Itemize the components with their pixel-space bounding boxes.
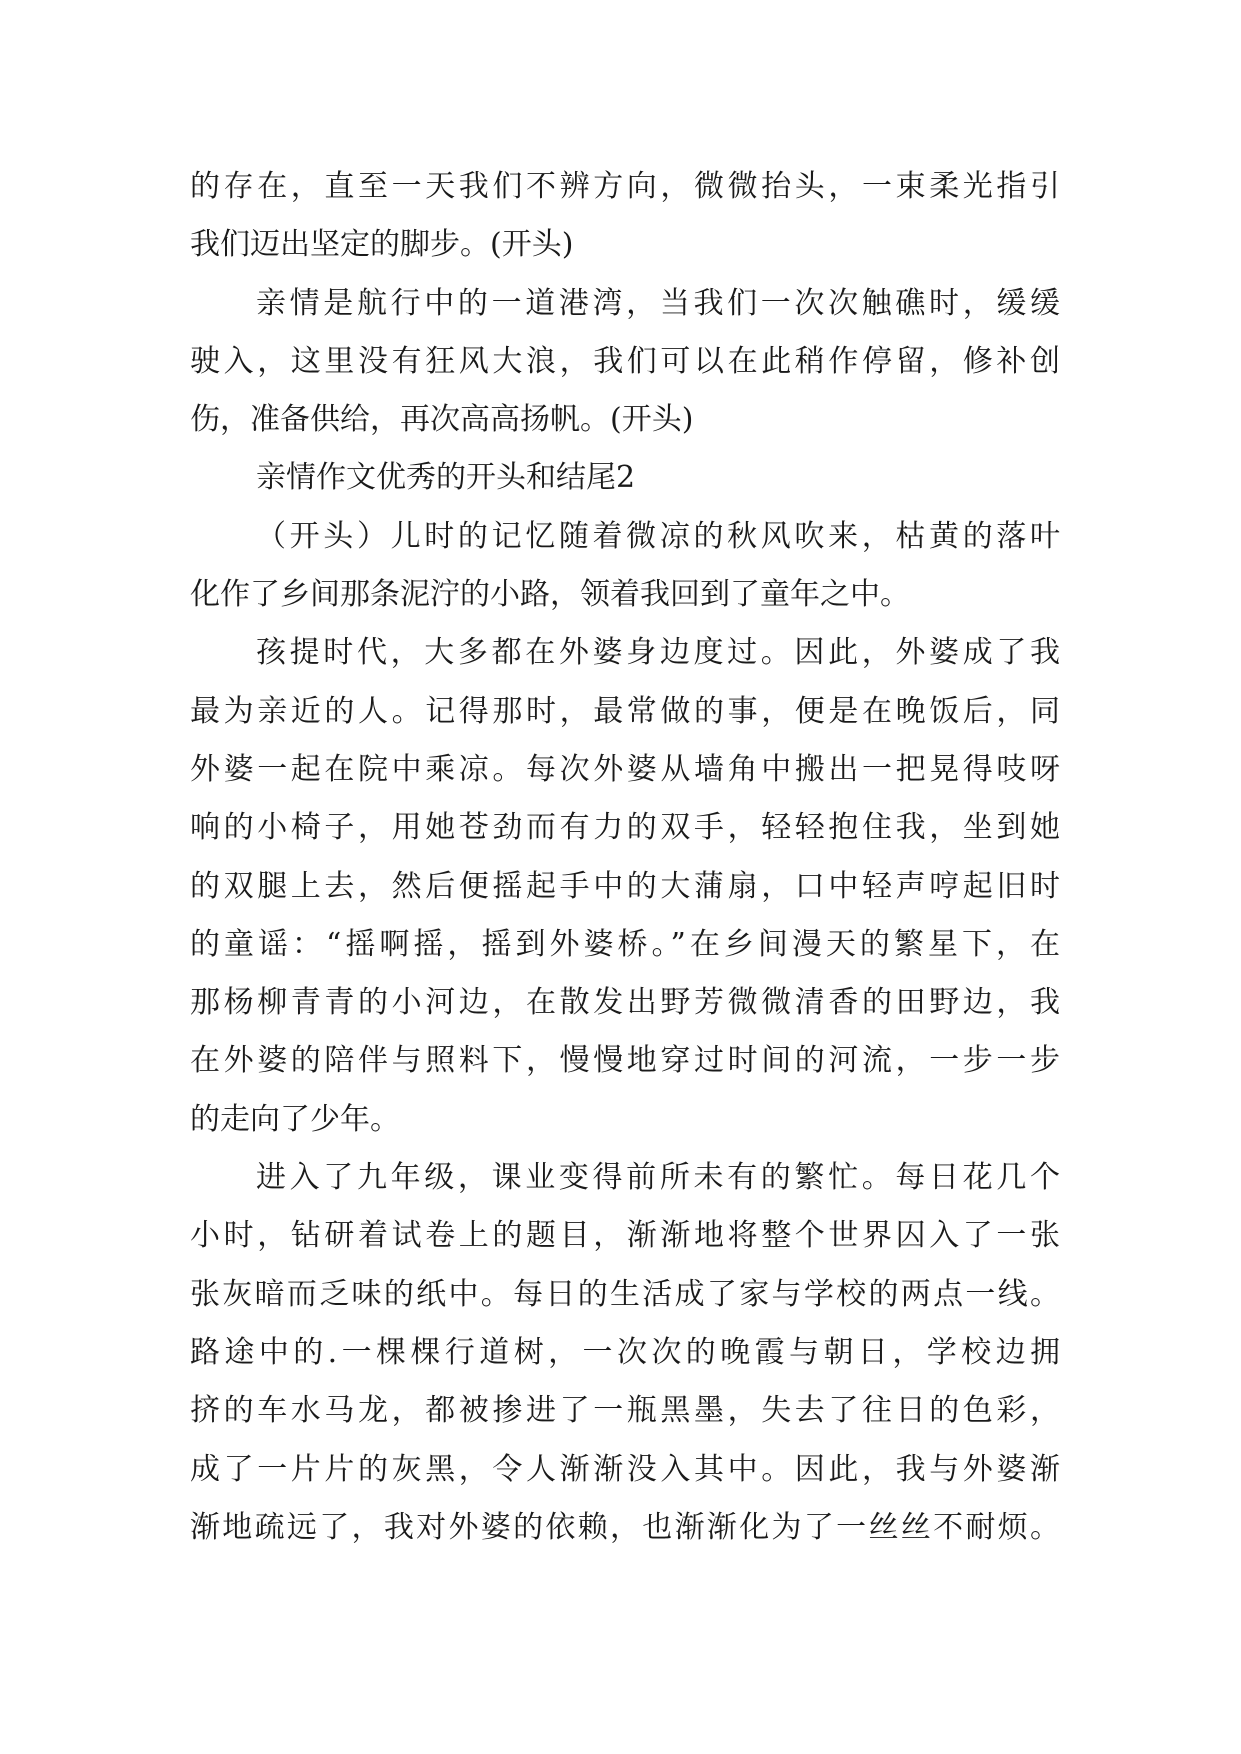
section-heading: 亲情作文优秀的开头和结尾2: [256, 460, 636, 496]
text-line: 渐地疏远了，我对外婆的依赖，也渐渐化为了一丝丝不耐烦。: [190, 1509, 1060, 1545]
text-line: 外婆一起在院中乘凉。每次外婆从墙角中搬出一把晃得吱呀: [190, 751, 1060, 787]
text-line: 最为亲近的人。记得那时，最常做的事，便是在晚饭后，同: [190, 693, 1060, 729]
text-line: （开头）儿时的记忆随着微凉的秋风吹来，枯黄的落叶: [256, 518, 1060, 554]
text-line: 的存在，直至一天我们不辨方向，微微抬头，一束柔光指引: [190, 169, 1060, 204]
text-line: 化作了乡间那条泥泞的小路，领着我回到了童年之中。: [190, 577, 910, 613]
text-line: 伤，准备供给，再次高高扬帆。(开头): [190, 402, 694, 438]
text-line: 孩提时代，大多都在外婆身边度过。因此，外婆成了我: [256, 635, 1060, 671]
text-line: 的走向了少年。: [190, 1101, 400, 1137]
document-body: [190, 158, 1060, 1557]
text-line: 亲情是航行中的一道港湾，当我们一次次触礁时，缓缓: [256, 285, 1060, 321]
text-line: 进入了九年级，课业变得前所未有的繁忙。每日花几个: [256, 1160, 1060, 1196]
text-line: 在外婆的陪伴与照料下，慢慢地穿过时间的河流，一步一步: [190, 1043, 1060, 1079]
text-line: 那杨柳青青的小河边，在散发出野芳微微清香的田野边，我: [190, 985, 1060, 1021]
text-line: 我们迈出坚定的脚步。(开头): [190, 227, 574, 263]
text-line: 成了一片片的灰黑，令人渐渐没入其中。因此，我与外婆渐: [190, 1451, 1060, 1487]
text-line: 响的小椅子，用她苍劲而有力的双手，轻轻抱住我，坐到她: [190, 810, 1060, 846]
text-line: 的童谣：“摇啊摇，摇到外婆桥。”在乡间漫天的繁星下，在: [190, 926, 1060, 962]
text-line: 驶入，这里没有狂风大浪，我们可以在此稍作停留，修补创: [190, 343, 1060, 379]
text-line: 小时，钻研着试卷上的题目，渐渐地将整个世界囚入了一张: [190, 1218, 1060, 1254]
text-line: 挤的车水马龙，都被掺进了一瓶黑墨，失去了往日的色彩，: [190, 1393, 1060, 1429]
text-line: 路途中的.一棵棵行道树，一次次的晚霞与朝日，学校边拥: [190, 1334, 1060, 1370]
text-line: 的双腿上去，然后便摇起手中的大蒲扇，口中轻声哼起旧时: [190, 868, 1060, 904]
text-line: 张灰暗而乏味的纸中。每日的生活成了家与学校的两点一线。: [190, 1276, 1060, 1312]
